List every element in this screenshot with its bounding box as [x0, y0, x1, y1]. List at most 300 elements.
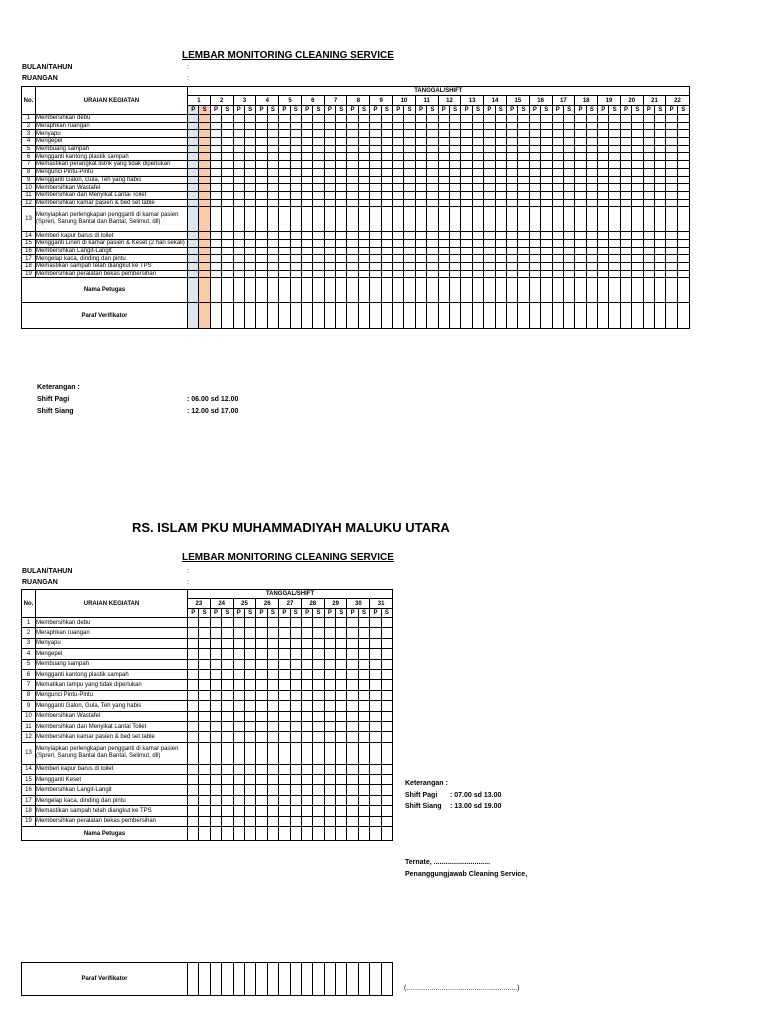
check-cell[interactable]	[370, 168, 381, 176]
check-cell[interactable]	[620, 232, 631, 240]
check-cell[interactable]	[267, 168, 278, 176]
paraf-verifikator-cell[interactable]	[210, 963, 221, 996]
check-cell[interactable]	[552, 168, 563, 176]
check-cell[interactable]	[210, 659, 221, 669]
check-cell[interactable]	[301, 255, 312, 263]
nama-petugas-cell[interactable]	[370, 827, 381, 841]
check-cell[interactable]	[404, 138, 415, 146]
check-cell[interactable]	[290, 184, 301, 192]
check-cell[interactable]	[438, 168, 449, 176]
check-cell[interactable]	[393, 176, 404, 184]
check-cell[interactable]	[518, 239, 529, 247]
check-cell[interactable]	[210, 232, 221, 240]
check-cell[interactable]	[655, 239, 666, 247]
check-cell[interactable]	[563, 270, 574, 278]
check-cell[interactable]	[415, 255, 426, 263]
check-cell[interactable]	[244, 628, 255, 638]
check-cell[interactable]	[347, 207, 358, 232]
check-cell[interactable]	[643, 247, 654, 255]
check-cell[interactable]	[267, 742, 278, 764]
check-cell[interactable]	[256, 184, 267, 192]
check-cell[interactable]	[643, 161, 654, 169]
check-cell[interactable]	[449, 115, 460, 123]
check-cell[interactable]	[472, 239, 483, 247]
check-cell[interactable]	[301, 115, 312, 123]
nama-petugas-cell[interactable]	[358, 827, 369, 841]
paraf-verifikator-cell[interactable]	[472, 303, 483, 329]
check-cell[interactable]	[222, 115, 233, 123]
paraf-verifikator-cell[interactable]	[415, 303, 426, 329]
check-cell[interactable]	[393, 270, 404, 278]
check-cell[interactable]	[575, 199, 586, 207]
check-cell[interactable]	[188, 806, 199, 816]
check-cell[interactable]	[598, 122, 609, 130]
check-cell[interactable]	[233, 145, 244, 153]
check-cell[interactable]	[222, 638, 233, 648]
check-cell[interactable]	[381, 732, 392, 742]
check-cell[interactable]	[324, 153, 335, 161]
check-cell[interactable]	[449, 263, 460, 271]
nama-petugas-cell[interactable]	[244, 827, 255, 841]
check-cell[interactable]	[336, 270, 347, 278]
check-cell[interactable]	[655, 263, 666, 271]
check-cell[interactable]	[552, 270, 563, 278]
check-cell[interactable]	[290, 711, 301, 721]
check-cell[interactable]	[244, 263, 255, 271]
check-cell[interactable]	[336, 247, 347, 255]
check-cell[interactable]	[256, 816, 267, 826]
check-cell[interactable]	[199, 247, 210, 255]
check-cell[interactable]	[358, 649, 369, 659]
check-cell[interactable]	[677, 199, 689, 207]
paraf-verifikator-cell[interactable]	[324, 963, 335, 996]
check-cell[interactable]	[336, 239, 347, 247]
check-cell[interactable]	[188, 130, 199, 138]
check-cell[interactable]	[256, 153, 267, 161]
check-cell[interactable]	[677, 232, 689, 240]
check-cell[interactable]	[347, 168, 358, 176]
check-cell[interactable]	[358, 701, 369, 711]
check-cell[interactable]	[267, 207, 278, 232]
check-cell[interactable]	[324, 138, 335, 146]
check-cell[interactable]	[347, 115, 358, 123]
check-cell[interactable]	[643, 232, 654, 240]
check-cell[interactable]	[313, 764, 324, 774]
check-cell[interactable]	[632, 176, 643, 184]
check-cell[interactable]	[620, 161, 631, 169]
check-cell[interactable]	[370, 122, 381, 130]
check-cell[interactable]	[586, 199, 597, 207]
check-cell[interactable]	[199, 721, 210, 731]
check-cell[interactable]	[301, 701, 312, 711]
check-cell[interactable]	[199, 138, 210, 146]
check-cell[interactable]	[575, 270, 586, 278]
check-cell[interactable]	[666, 184, 677, 192]
check-cell[interactable]	[438, 239, 449, 247]
check-cell[interactable]	[370, 711, 381, 721]
check-cell[interactable]	[575, 168, 586, 176]
check-cell[interactable]	[324, 638, 335, 648]
check-cell[interactable]	[415, 130, 426, 138]
check-cell[interactable]	[358, 168, 369, 176]
check-cell[interactable]	[336, 680, 347, 690]
check-cell[interactable]	[598, 247, 609, 255]
paraf-verifikator-cell[interactable]	[393, 303, 404, 329]
check-cell[interactable]	[381, 659, 392, 669]
check-cell[interactable]	[210, 628, 221, 638]
check-cell[interactable]	[347, 184, 358, 192]
paraf-verifikator-cell[interactable]	[438, 303, 449, 329]
nama-petugas-cell[interactable]	[598, 278, 609, 303]
check-cell[interactable]	[381, 247, 392, 255]
check-cell[interactable]	[677, 247, 689, 255]
check-cell[interactable]	[438, 130, 449, 138]
check-cell[interactable]	[609, 122, 620, 130]
check-cell[interactable]	[461, 138, 472, 146]
check-cell[interactable]	[347, 659, 358, 669]
check-cell[interactable]	[427, 191, 438, 199]
check-cell[interactable]	[358, 764, 369, 774]
check-cell[interactable]	[222, 795, 233, 805]
check-cell[interactable]	[358, 795, 369, 805]
check-cell[interactable]	[324, 239, 335, 247]
check-cell[interactable]	[381, 199, 392, 207]
check-cell[interactable]	[393, 239, 404, 247]
check-cell[interactable]	[336, 628, 347, 638]
check-cell[interactable]	[529, 184, 540, 192]
nama-petugas-cell[interactable]	[279, 827, 290, 841]
check-cell[interactable]	[313, 191, 324, 199]
check-cell[interactable]	[256, 161, 267, 169]
check-cell[interactable]	[472, 270, 483, 278]
check-cell[interactable]	[188, 263, 199, 271]
check-cell[interactable]	[244, 669, 255, 679]
check-cell[interactable]	[188, 775, 199, 785]
check-cell[interactable]	[427, 239, 438, 247]
check-cell[interactable]	[393, 191, 404, 199]
check-cell[interactable]	[518, 232, 529, 240]
check-cell[interactable]	[290, 130, 301, 138]
check-cell[interactable]	[461, 176, 472, 184]
check-cell[interactable]	[347, 199, 358, 207]
check-cell[interactable]	[199, 785, 210, 795]
check-cell[interactable]	[415, 161, 426, 169]
check-cell[interactable]	[313, 628, 324, 638]
check-cell[interactable]	[188, 232, 199, 240]
check-cell[interactable]	[290, 659, 301, 669]
check-cell[interactable]	[301, 207, 312, 232]
check-cell[interactable]	[358, 742, 369, 764]
check-cell[interactable]	[290, 816, 301, 826]
check-cell[interactable]	[199, 232, 210, 240]
check-cell[interactable]	[244, 184, 255, 192]
nama-petugas-cell[interactable]	[199, 827, 210, 841]
check-cell[interactable]	[313, 806, 324, 816]
check-cell[interactable]	[518, 247, 529, 255]
paraf-verifikator-cell[interactable]	[666, 303, 677, 329]
check-cell[interactable]	[506, 270, 517, 278]
check-cell[interactable]	[313, 638, 324, 648]
check-cell[interactable]	[313, 649, 324, 659]
check-cell[interactable]	[643, 263, 654, 271]
check-cell[interactable]	[244, 775, 255, 785]
check-cell[interactable]	[381, 711, 392, 721]
check-cell[interactable]	[438, 270, 449, 278]
check-cell[interactable]	[472, 161, 483, 169]
check-cell[interactable]	[347, 153, 358, 161]
check-cell[interactable]	[438, 122, 449, 130]
check-cell[interactable]	[495, 255, 506, 263]
check-cell[interactable]	[199, 638, 210, 648]
check-cell[interactable]	[472, 191, 483, 199]
check-cell[interactable]	[301, 690, 312, 700]
check-cell[interactable]	[347, 701, 358, 711]
nama-petugas-cell[interactable]	[495, 278, 506, 303]
check-cell[interactable]	[290, 270, 301, 278]
check-cell[interactable]	[677, 138, 689, 146]
check-cell[interactable]	[461, 122, 472, 130]
check-cell[interactable]	[199, 145, 210, 153]
check-cell[interactable]	[188, 168, 199, 176]
check-cell[interactable]	[233, 742, 244, 764]
check-cell[interactable]	[290, 176, 301, 184]
check-cell[interactable]	[244, 659, 255, 669]
check-cell[interactable]	[279, 138, 290, 146]
check-cell[interactable]	[256, 775, 267, 785]
check-cell[interactable]	[461, 191, 472, 199]
check-cell[interactable]	[529, 191, 540, 199]
check-cell[interactable]	[461, 168, 472, 176]
check-cell[interactable]	[267, 795, 278, 805]
check-cell[interactable]	[655, 145, 666, 153]
check-cell[interactable]	[222, 764, 233, 774]
check-cell[interactable]	[256, 263, 267, 271]
check-cell[interactable]	[347, 649, 358, 659]
check-cell[interactable]	[381, 618, 392, 628]
check-cell[interactable]	[210, 199, 221, 207]
check-cell[interactable]	[290, 785, 301, 795]
check-cell[interactable]	[210, 732, 221, 742]
paraf-verifikator-cell[interactable]	[358, 303, 369, 329]
check-cell[interactable]	[279, 618, 290, 628]
check-cell[interactable]	[495, 247, 506, 255]
check-cell[interactable]	[324, 659, 335, 669]
check-cell[interactable]	[244, 732, 255, 742]
check-cell[interactable]	[244, 207, 255, 232]
check-cell[interactable]	[290, 191, 301, 199]
check-cell[interactable]	[677, 145, 689, 153]
paraf-verifikator-cell[interactable]	[677, 303, 689, 329]
check-cell[interactable]	[586, 130, 597, 138]
check-cell[interactable]	[188, 176, 199, 184]
check-cell[interactable]	[347, 690, 358, 700]
check-cell[interactable]	[381, 669, 392, 679]
check-cell[interactable]	[233, 721, 244, 731]
paraf-verifikator-cell[interactable]	[347, 963, 358, 996]
check-cell[interactable]	[518, 176, 529, 184]
check-cell[interactable]	[188, 649, 199, 659]
check-cell[interactable]	[449, 161, 460, 169]
check-cell[interactable]	[655, 115, 666, 123]
check-cell[interactable]	[655, 184, 666, 192]
check-cell[interactable]	[233, 669, 244, 679]
check-cell[interactable]	[586, 263, 597, 271]
check-cell[interactable]	[210, 701, 221, 711]
check-cell[interactable]	[586, 232, 597, 240]
paraf-verifikator-cell[interactable]	[313, 303, 324, 329]
check-cell[interactable]	[188, 122, 199, 130]
check-cell[interactable]	[279, 247, 290, 255]
check-cell[interactable]	[290, 680, 301, 690]
check-cell[interactable]	[484, 247, 495, 255]
check-cell[interactable]	[427, 263, 438, 271]
check-cell[interactable]	[381, 176, 392, 184]
check-cell[interactable]	[244, 191, 255, 199]
check-cell[interactable]	[620, 247, 631, 255]
check-cell[interactable]	[279, 659, 290, 669]
check-cell[interactable]	[290, 153, 301, 161]
check-cell[interactable]	[484, 255, 495, 263]
check-cell[interactable]	[222, 130, 233, 138]
check-cell[interactable]	[199, 711, 210, 721]
check-cell[interactable]	[290, 775, 301, 785]
nama-petugas-cell[interactable]	[222, 278, 233, 303]
check-cell[interactable]	[370, 145, 381, 153]
check-cell[interactable]	[484, 138, 495, 146]
check-cell[interactable]	[267, 785, 278, 795]
check-cell[interactable]	[484, 168, 495, 176]
check-cell[interactable]	[244, 680, 255, 690]
check-cell[interactable]	[552, 199, 563, 207]
check-cell[interactable]	[222, 145, 233, 153]
check-cell[interactable]	[518, 168, 529, 176]
check-cell[interactable]	[427, 168, 438, 176]
check-cell[interactable]	[279, 122, 290, 130]
check-cell[interactable]	[301, 168, 312, 176]
check-cell[interactable]	[666, 263, 677, 271]
check-cell[interactable]	[484, 232, 495, 240]
check-cell[interactable]	[210, 255, 221, 263]
check-cell[interactable]	[233, 732, 244, 742]
check-cell[interactable]	[279, 649, 290, 659]
check-cell[interactable]	[244, 764, 255, 774]
check-cell[interactable]	[620, 191, 631, 199]
check-cell[interactable]	[267, 145, 278, 153]
check-cell[interactable]	[666, 115, 677, 123]
check-cell[interactable]	[643, 153, 654, 161]
check-cell[interactable]	[244, 270, 255, 278]
check-cell[interactable]	[244, 199, 255, 207]
check-cell[interactable]	[427, 130, 438, 138]
check-cell[interactable]	[324, 270, 335, 278]
check-cell[interactable]	[347, 669, 358, 679]
check-cell[interactable]	[313, 115, 324, 123]
check-cell[interactable]	[358, 122, 369, 130]
check-cell[interactable]	[427, 247, 438, 255]
check-cell[interactable]	[586, 122, 597, 130]
nama-petugas-cell[interactable]	[290, 278, 301, 303]
paraf-verifikator-cell[interactable]	[381, 963, 392, 996]
check-cell[interactable]	[233, 191, 244, 199]
check-cell[interactable]	[632, 191, 643, 199]
check-cell[interactable]	[586, 239, 597, 247]
paraf-verifikator-cell[interactable]	[324, 303, 335, 329]
nama-petugas-cell[interactable]	[427, 278, 438, 303]
check-cell[interactable]	[484, 191, 495, 199]
check-cell[interactable]	[655, 191, 666, 199]
check-cell[interactable]	[643, 184, 654, 192]
check-cell[interactable]	[336, 711, 347, 721]
check-cell[interactable]	[336, 145, 347, 153]
check-cell[interactable]	[586, 247, 597, 255]
check-cell[interactable]	[541, 270, 552, 278]
check-cell[interactable]	[279, 690, 290, 700]
check-cell[interactable]	[563, 145, 574, 153]
check-cell[interactable]	[222, 168, 233, 176]
paraf-verifikator-cell[interactable]	[495, 303, 506, 329]
check-cell[interactable]	[199, 618, 210, 628]
check-cell[interactable]	[210, 239, 221, 247]
check-cell[interactable]	[404, 168, 415, 176]
check-cell[interactable]	[244, 247, 255, 255]
check-cell[interactable]	[199, 795, 210, 805]
nama-petugas-cell[interactable]	[552, 278, 563, 303]
check-cell[interactable]	[575, 207, 586, 232]
check-cell[interactable]	[370, 628, 381, 638]
check-cell[interactable]	[301, 806, 312, 816]
check-cell[interactable]	[233, 711, 244, 721]
check-cell[interactable]	[598, 207, 609, 232]
check-cell[interactable]	[256, 270, 267, 278]
check-cell[interactable]	[199, 199, 210, 207]
check-cell[interactable]	[677, 239, 689, 247]
check-cell[interactable]	[188, 669, 199, 679]
check-cell[interactable]	[256, 191, 267, 199]
check-cell[interactable]	[415, 184, 426, 192]
check-cell[interactable]	[324, 690, 335, 700]
check-cell[interactable]	[609, 115, 620, 123]
check-cell[interactable]	[370, 701, 381, 711]
check-cell[interactable]	[598, 130, 609, 138]
check-cell[interactable]	[244, 122, 255, 130]
check-cell[interactable]	[358, 628, 369, 638]
check-cell[interactable]	[233, 649, 244, 659]
check-cell[interactable]	[381, 122, 392, 130]
check-cell[interactable]	[358, 816, 369, 826]
check-cell[interactable]	[301, 153, 312, 161]
paraf-verifikator-cell[interactable]	[563, 303, 574, 329]
check-cell[interactable]	[210, 742, 221, 764]
check-cell[interactable]	[609, 176, 620, 184]
check-cell[interactable]	[358, 263, 369, 271]
check-cell[interactable]	[484, 115, 495, 123]
check-cell[interactable]	[244, 130, 255, 138]
check-cell[interactable]	[609, 255, 620, 263]
check-cell[interactable]	[347, 176, 358, 184]
check-cell[interactable]	[370, 138, 381, 146]
check-cell[interactable]	[427, 184, 438, 192]
check-cell[interactable]	[313, 122, 324, 130]
check-cell[interactable]	[393, 232, 404, 240]
check-cell[interactable]	[506, 199, 517, 207]
check-cell[interactable]	[210, 247, 221, 255]
check-cell[interactable]	[541, 207, 552, 232]
check-cell[interactable]	[506, 232, 517, 240]
check-cell[interactable]	[256, 168, 267, 176]
check-cell[interactable]	[222, 176, 233, 184]
check-cell[interactable]	[677, 130, 689, 138]
check-cell[interactable]	[632, 255, 643, 263]
